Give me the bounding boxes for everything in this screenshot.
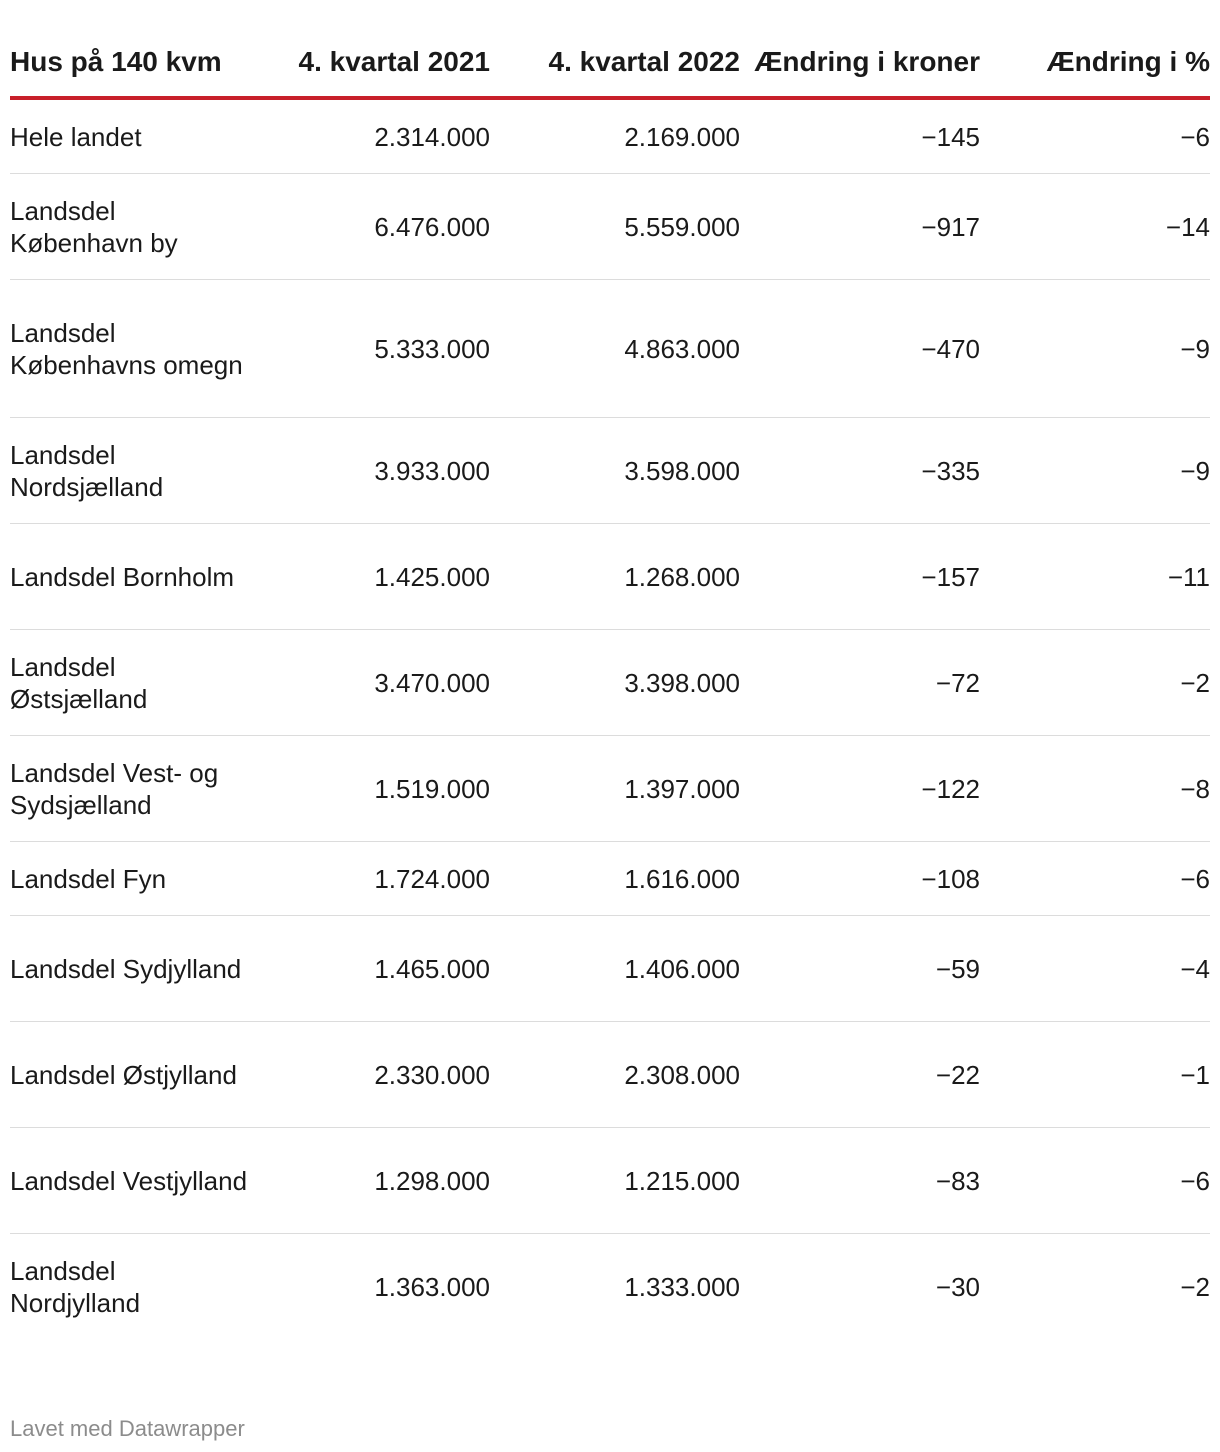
table-row	[10, 916, 1210, 1022]
cell-change-kr: −157	[740, 524, 980, 630]
table-row	[10, 280, 1210, 418]
cell-change-pct: −11	[980, 524, 1210, 630]
cell-q4-2022: 1.215.000	[490, 1128, 740, 1234]
table-header-row	[10, 28, 1210, 98]
cell-q4-2022: 3.398.000	[490, 630, 740, 736]
cell-change-kr: −122	[740, 736, 980, 842]
column-header-region: Hus på 140 kvm	[10, 28, 250, 98]
cell-q4-2022: 1.616.000	[490, 842, 740, 916]
cell-region: Landsdel Vestjylland	[10, 1128, 250, 1234]
cell-q4-2022: 2.308.000	[490, 1022, 740, 1128]
cell-q4-2021: 2.314.000	[250, 98, 490, 174]
cell-q4-2022: 4.863.000	[490, 280, 740, 418]
cell-region: Hele landet	[10, 98, 250, 174]
cell-change-kr: −59	[740, 916, 980, 1022]
cell-region: Landsdel Nordsjælland	[10, 418, 250, 524]
table-row	[10, 1022, 1210, 1128]
table-row	[10, 524, 1210, 630]
cell-region: Landsdel København by	[10, 174, 250, 280]
cell-q4-2021: 3.470.000	[250, 630, 490, 736]
cell-region: Landsdel Vest- og Sydsjælland	[10, 736, 250, 842]
cell-change-kr: −470	[740, 280, 980, 418]
table-row	[10, 418, 1210, 524]
cell-region: Landsdel Nordjylland	[10, 1255, 141, 1318]
table-row	[10, 174, 1210, 280]
cell-region: Landsdel Sydjylland	[10, 916, 250, 1022]
cell-change-pct: −6	[980, 842, 1210, 916]
column-header-change-pct: Ændring i %	[980, 28, 1210, 98]
table-body	[10, 98, 1210, 1339]
cell-change-pct: −6	[980, 1128, 1210, 1234]
column-header-change-kr: Ændring i kroner	[740, 28, 980, 98]
cell-q4-2021: 1.298.000	[250, 1128, 490, 1234]
cell-region: Landsdel Bornholm	[10, 524, 250, 630]
table-row	[10, 630, 1210, 736]
cell-change-pct: −9	[980, 280, 1210, 418]
cell-change-pct: −8	[980, 736, 1210, 842]
cell-change-pct: −1	[980, 1022, 1210, 1128]
cell-region: Landsdel Fyn	[10, 842, 250, 916]
table-row	[10, 736, 1210, 842]
cell-q4-2021: 1.425.000	[250, 524, 490, 630]
data-table-container	[10, 28, 1210, 1339]
cell-change-kr: −145	[740, 98, 980, 174]
cell-change-kr: −335	[740, 418, 980, 524]
cell-change-pct: −6	[980, 98, 1210, 174]
cell-q4-2021: 1.519.000	[250, 736, 490, 842]
cell-change-kr: −83	[740, 1128, 980, 1234]
cell-q4-2021: 6.476.000	[250, 174, 490, 280]
cell-region: Landsdel Østsjælland	[10, 630, 250, 736]
cell-q4-2021: 1.363.000	[374, 1271, 490, 1302]
cell-region: Landsdel Østjylland	[10, 1022, 250, 1128]
cell-q4-2022: 2.169.000	[490, 98, 740, 174]
cell-q4-2021: 1.724.000	[250, 842, 490, 916]
cell-change-kr: −72	[740, 630, 980, 736]
column-header-q4-2021: 4. kvartal 2021	[250, 28, 490, 98]
cell-change-kr: −22	[740, 1022, 980, 1128]
cell-region: Landsdel Københavns omegn	[10, 280, 250, 418]
table-row	[10, 1234, 1210, 1340]
cell-q4-2022: 1.406.000	[490, 916, 740, 1022]
table-row	[10, 98, 1210, 174]
footer-credit: Lavet med Datawrapper	[10, 1416, 245, 1441]
cell-q4-2022: 1.268.000	[490, 524, 740, 630]
cell-q4-2022: 3.598.000	[490, 418, 740, 524]
cell-q4-2022: 5.559.000	[490, 174, 740, 280]
house-price-table	[10, 28, 1210, 1339]
cell-change-pct: −2	[980, 630, 1210, 736]
cell-change-pct: −4	[980, 916, 1210, 1022]
cell-q4-2021: 5.333.000	[250, 280, 490, 418]
cell-change-pct: −14	[980, 174, 1210, 280]
cell-q4-2022: 1.397.000	[490, 736, 740, 842]
cell-change-pct: −2	[1180, 1271, 1210, 1302]
cell-q4-2021: 2.330.000	[250, 1022, 490, 1128]
cell-q4-2021: 1.465.000	[250, 916, 490, 1022]
cell-change-pct: −9	[980, 418, 1210, 524]
cell-change-kr: −108	[740, 842, 980, 916]
cell-change-kr: −917	[740, 174, 980, 280]
column-header-q4-2022: 4. kvartal 2022	[490, 28, 740, 98]
cell-q4-2021: 3.933.000	[250, 418, 490, 524]
table-row	[10, 842, 1210, 916]
cell-q4-2022: 1.333.000	[624, 1271, 740, 1302]
cell-change-kr: −30	[935, 1271, 980, 1302]
table-row	[10, 1128, 1210, 1234]
